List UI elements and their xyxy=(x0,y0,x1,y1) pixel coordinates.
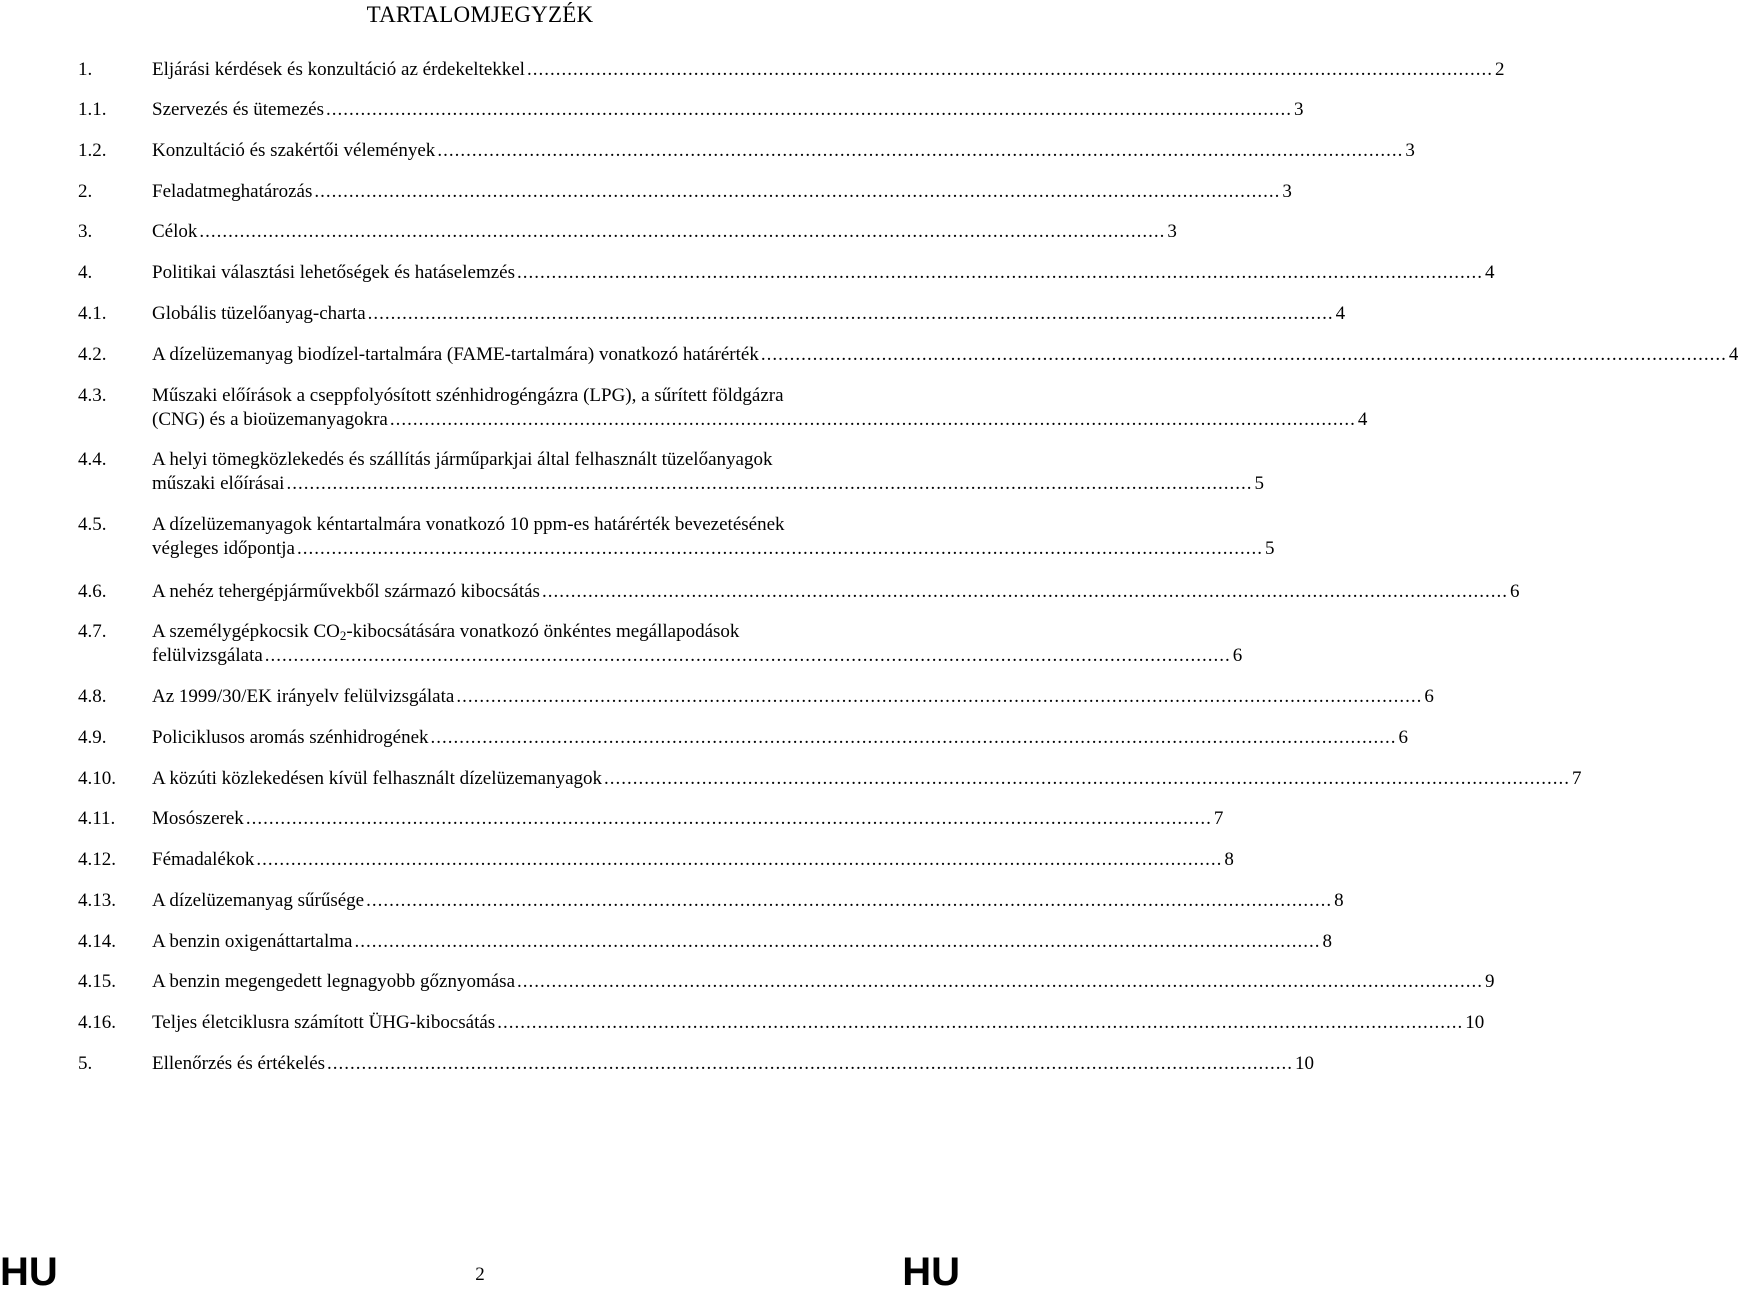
toc-entry[interactable] xyxy=(78,98,1304,122)
toc-entry-page: 7 xyxy=(1572,768,1582,789)
toc-entry-title: Ellenőrzés és értékelés xyxy=(152,1053,326,1074)
toc-entry-number: 4.15. xyxy=(78,971,116,992)
dot-leader: ........................................................................................................................................................................ xyxy=(389,409,1356,430)
toc-entry-title: Globális tüzelőanyag-charta xyxy=(152,303,366,324)
toc-entry[interactable] xyxy=(78,448,1264,496)
dot-leader: ........................................................................................................................................................................ xyxy=(526,59,1493,80)
toc-entry-number: 4.6. xyxy=(78,581,107,602)
dot-leader: ........................................................................................................................................................................ xyxy=(325,99,1292,120)
toc-entry-page: 2 xyxy=(1494,59,1505,80)
toc-entry-title-line2: végleges időpontja xyxy=(152,538,295,559)
toc-entry[interactable] xyxy=(78,261,1495,285)
toc-entry-title: Eljárási kérdések és konzultáció az érdekeltekkel xyxy=(152,59,525,80)
toc-entry-number: 4.8. xyxy=(78,686,107,707)
toc-entry-number: 4.7. xyxy=(78,621,107,642)
toc-entry-page: 4 xyxy=(1728,344,1738,365)
dot-leader: ........................................................................................................................................................................ xyxy=(497,1012,1464,1033)
toc-entry[interactable] xyxy=(78,384,1368,432)
toc-entry-page: 3 xyxy=(1282,181,1292,202)
dot-leader: ........................................................................................................................................................................ xyxy=(366,890,1333,911)
toc-entry[interactable] xyxy=(78,58,1505,82)
toc-entry-number: 4. xyxy=(78,262,93,283)
toc-entry[interactable] xyxy=(78,930,1332,954)
toc-entry[interactable] xyxy=(78,580,1520,604)
toc-entry-title: Feladatmeghatározás xyxy=(152,181,313,202)
toc-entry-number: 4.2. xyxy=(78,344,107,365)
toc-entry-title: A nehéz tehergépjárművekből származó kibocsátás xyxy=(152,581,540,602)
toc-entry[interactable] xyxy=(78,767,1582,791)
toc-entry-title: Policiklusos aromás szénhidrogének xyxy=(152,727,429,748)
page-title: TARTALOMJEGYZÉK xyxy=(366,2,594,27)
toc-entry-number: 4.16. xyxy=(78,1012,116,1033)
toc-entry-title-line2: műszaki előírásai xyxy=(152,473,285,494)
toc-entry-page: 8 xyxy=(1322,931,1332,952)
toc-entry-number: 1.2. xyxy=(78,140,107,161)
toc-entry-title: Konzultáció és szakértői vélemények xyxy=(152,140,436,161)
toc-entry-title: Politikai választási lehetőségek és hatáselemzés xyxy=(152,262,515,283)
dot-leader: ........................................................................................................................................................................ xyxy=(517,262,1483,283)
dot-leader: ........................................................................................................................................................................ xyxy=(517,971,1484,992)
toc-entry-page: 10 xyxy=(1295,1053,1315,1074)
toc-entry-page: 3 xyxy=(1405,140,1415,161)
toc-entry[interactable] xyxy=(78,685,1434,709)
toc-entry-title: A dízelüzemanyag biodízel-tartalmára (FAME-tartalmára) vonatkozó határérték xyxy=(152,344,759,365)
dot-leader: ........................................................................................................................................................................ xyxy=(286,473,1253,494)
toc-entry[interactable] xyxy=(78,970,1495,994)
dot-leader: ........................................................................................................................................................................ xyxy=(430,727,1397,748)
toc-entry-page: 6 xyxy=(1509,581,1520,602)
toc-entry-page: 6 xyxy=(1398,727,1409,748)
toc-entry-number: 4.3. xyxy=(78,385,107,406)
toc-entry-number: 4.14. xyxy=(78,931,116,952)
dot-leader: ........................................................................................................................................................................ xyxy=(314,181,1281,202)
toc-entry-title: Mosószerek xyxy=(152,808,244,829)
toc-entry-number: 1.1. xyxy=(78,99,107,120)
toc-entry[interactable] xyxy=(78,343,1738,367)
dot-leader: ........................................................................................................................................................................ xyxy=(327,1053,1294,1074)
toc-entry-page: 6 xyxy=(1424,686,1434,707)
toc-entry-title: Az 1999/30/EK irányelv felülvizsgálata xyxy=(152,686,455,707)
page-number: 2 xyxy=(475,1264,485,1285)
toc-entry-number: 4.11. xyxy=(78,808,116,829)
toc-entry-title-line1: A személygépkocsik $CO_2$-kibocsátására vonatkozó önkéntes megállapodások xyxy=(152,621,740,643)
toc-entry-number: 4.9. xyxy=(78,727,107,748)
toc-entry[interactable] xyxy=(78,726,1409,750)
toc-entry-title: A benzin oxigenáttartalma xyxy=(152,931,353,952)
toc-entry-title: Szervezés és ütemezés xyxy=(152,99,324,120)
toc-entry[interactable] xyxy=(78,1052,1315,1076)
toc-entry-page: 3 xyxy=(1167,221,1177,242)
toc-entry-number: 4.13. xyxy=(78,890,116,911)
toc-entry-number: 2. xyxy=(78,181,93,202)
toc-entry-page: 3 xyxy=(1293,99,1304,120)
dot-leader: ........................................................................................................................................................................ xyxy=(256,849,1223,870)
dot-leader: ........................................................................................................................................................................ xyxy=(367,303,1334,324)
toc-entry-page: 9 xyxy=(1485,971,1495,992)
toc-entry[interactable] xyxy=(78,302,1346,326)
toc-entry-page: 5 xyxy=(1265,538,1275,559)
dot-leader: ........................................................................................................................................................................ xyxy=(297,538,1263,559)
toc-entry-number: 4.4. xyxy=(78,449,107,470)
toc-entry-title: A dízelüzemanyag sűrűsége xyxy=(152,890,365,911)
toc-entry-page: 10 xyxy=(1465,1012,1485,1033)
toc-entry[interactable] xyxy=(78,889,1344,913)
dot-leader: ........................................................................................................................................................................ xyxy=(541,581,1508,602)
toc-entry[interactable] xyxy=(78,139,1415,163)
toc-entry-title: Célok xyxy=(152,221,198,242)
toc-entry-page: 4 xyxy=(1357,409,1368,430)
toc-entry-title: A benzin megengedett legnagyobb gőznyomása xyxy=(152,971,516,992)
toc-entry-page: 5 xyxy=(1254,473,1264,494)
dot-leader: ........................................................................................................................................................................ xyxy=(760,344,1727,365)
dot-leader: ........................................................................................................................................................................ xyxy=(604,768,1571,789)
toc-entry-title-line1: A helyi tömegközlekedés és szállítás járműparkjai által felhasznált tüzelőanyagok xyxy=(152,449,773,470)
language-code-left: HU xyxy=(0,1250,58,1294)
toc-entry-number: 3. xyxy=(78,221,93,242)
dot-leader: ........................................................................................................................................................................ xyxy=(456,686,1423,707)
toc-entry[interactable] xyxy=(78,220,1177,244)
language-code-right: HU xyxy=(902,1250,960,1294)
toc-entry-page: 6 xyxy=(1232,645,1243,666)
toc-entry-page: 4 xyxy=(1485,262,1495,283)
toc-entry-number: 4.5. xyxy=(78,514,107,535)
toc-entry-number: 4.10. xyxy=(78,768,116,789)
toc-entry[interactable] xyxy=(78,807,1224,831)
toc-entry-title: Fémadalékok xyxy=(152,849,255,870)
toc-entry-number: 4.1. xyxy=(78,303,107,324)
dot-leader: ........................................................................................................................................................................ xyxy=(199,221,1166,242)
dot-leader: ........................................................................................................................................................................ xyxy=(264,645,1231,666)
toc-entry-page: 8 xyxy=(1224,849,1234,870)
toc-entry-title-line2: felülvizsgálata xyxy=(152,645,263,666)
toc-entry-title-line1: A dízelüzemanyagok kéntartalmára vonatkozó 10 ppm-es határérték bevezetésének xyxy=(152,514,785,535)
dot-leader: ........................................................................................................................................................................ xyxy=(245,808,1212,829)
dot-leader: ........................................................................................................................................................................ xyxy=(354,931,1321,952)
toc-entry-page: 4 xyxy=(1335,303,1346,324)
dot-leader: ........................................................................................................................................................................ xyxy=(437,140,1404,161)
toc-entry[interactable] xyxy=(78,620,1243,668)
toc-entry[interactable] xyxy=(78,848,1234,872)
toc-entry-title: Teljes életciklusra számított ÜHG-kibocsátás xyxy=(152,1012,496,1033)
toc-entry-title: A közúti közlekedésen kívül felhasznált dízelüzemanyagok xyxy=(152,768,603,789)
toc-entry-title-line1: Műszaki előírások a cseppfolyósított szénhidrogéngázra (LPG), a sűrített földgázra xyxy=(152,385,784,406)
toc-entry[interactable] xyxy=(78,1011,1485,1035)
toc-entry[interactable] xyxy=(78,180,1292,204)
toc-entry[interactable] xyxy=(78,513,1275,561)
toc-entry-number: 5. xyxy=(78,1053,93,1074)
toc-entry-page: 8 xyxy=(1334,890,1344,911)
toc-entry-title-line2: (CNG) és a bioüzemanyagokra xyxy=(152,409,388,430)
toc-entry-number: 1. xyxy=(78,59,93,80)
toc-entry-page: 7 xyxy=(1213,808,1224,829)
toc-entry-number: 4.12. xyxy=(78,849,116,870)
